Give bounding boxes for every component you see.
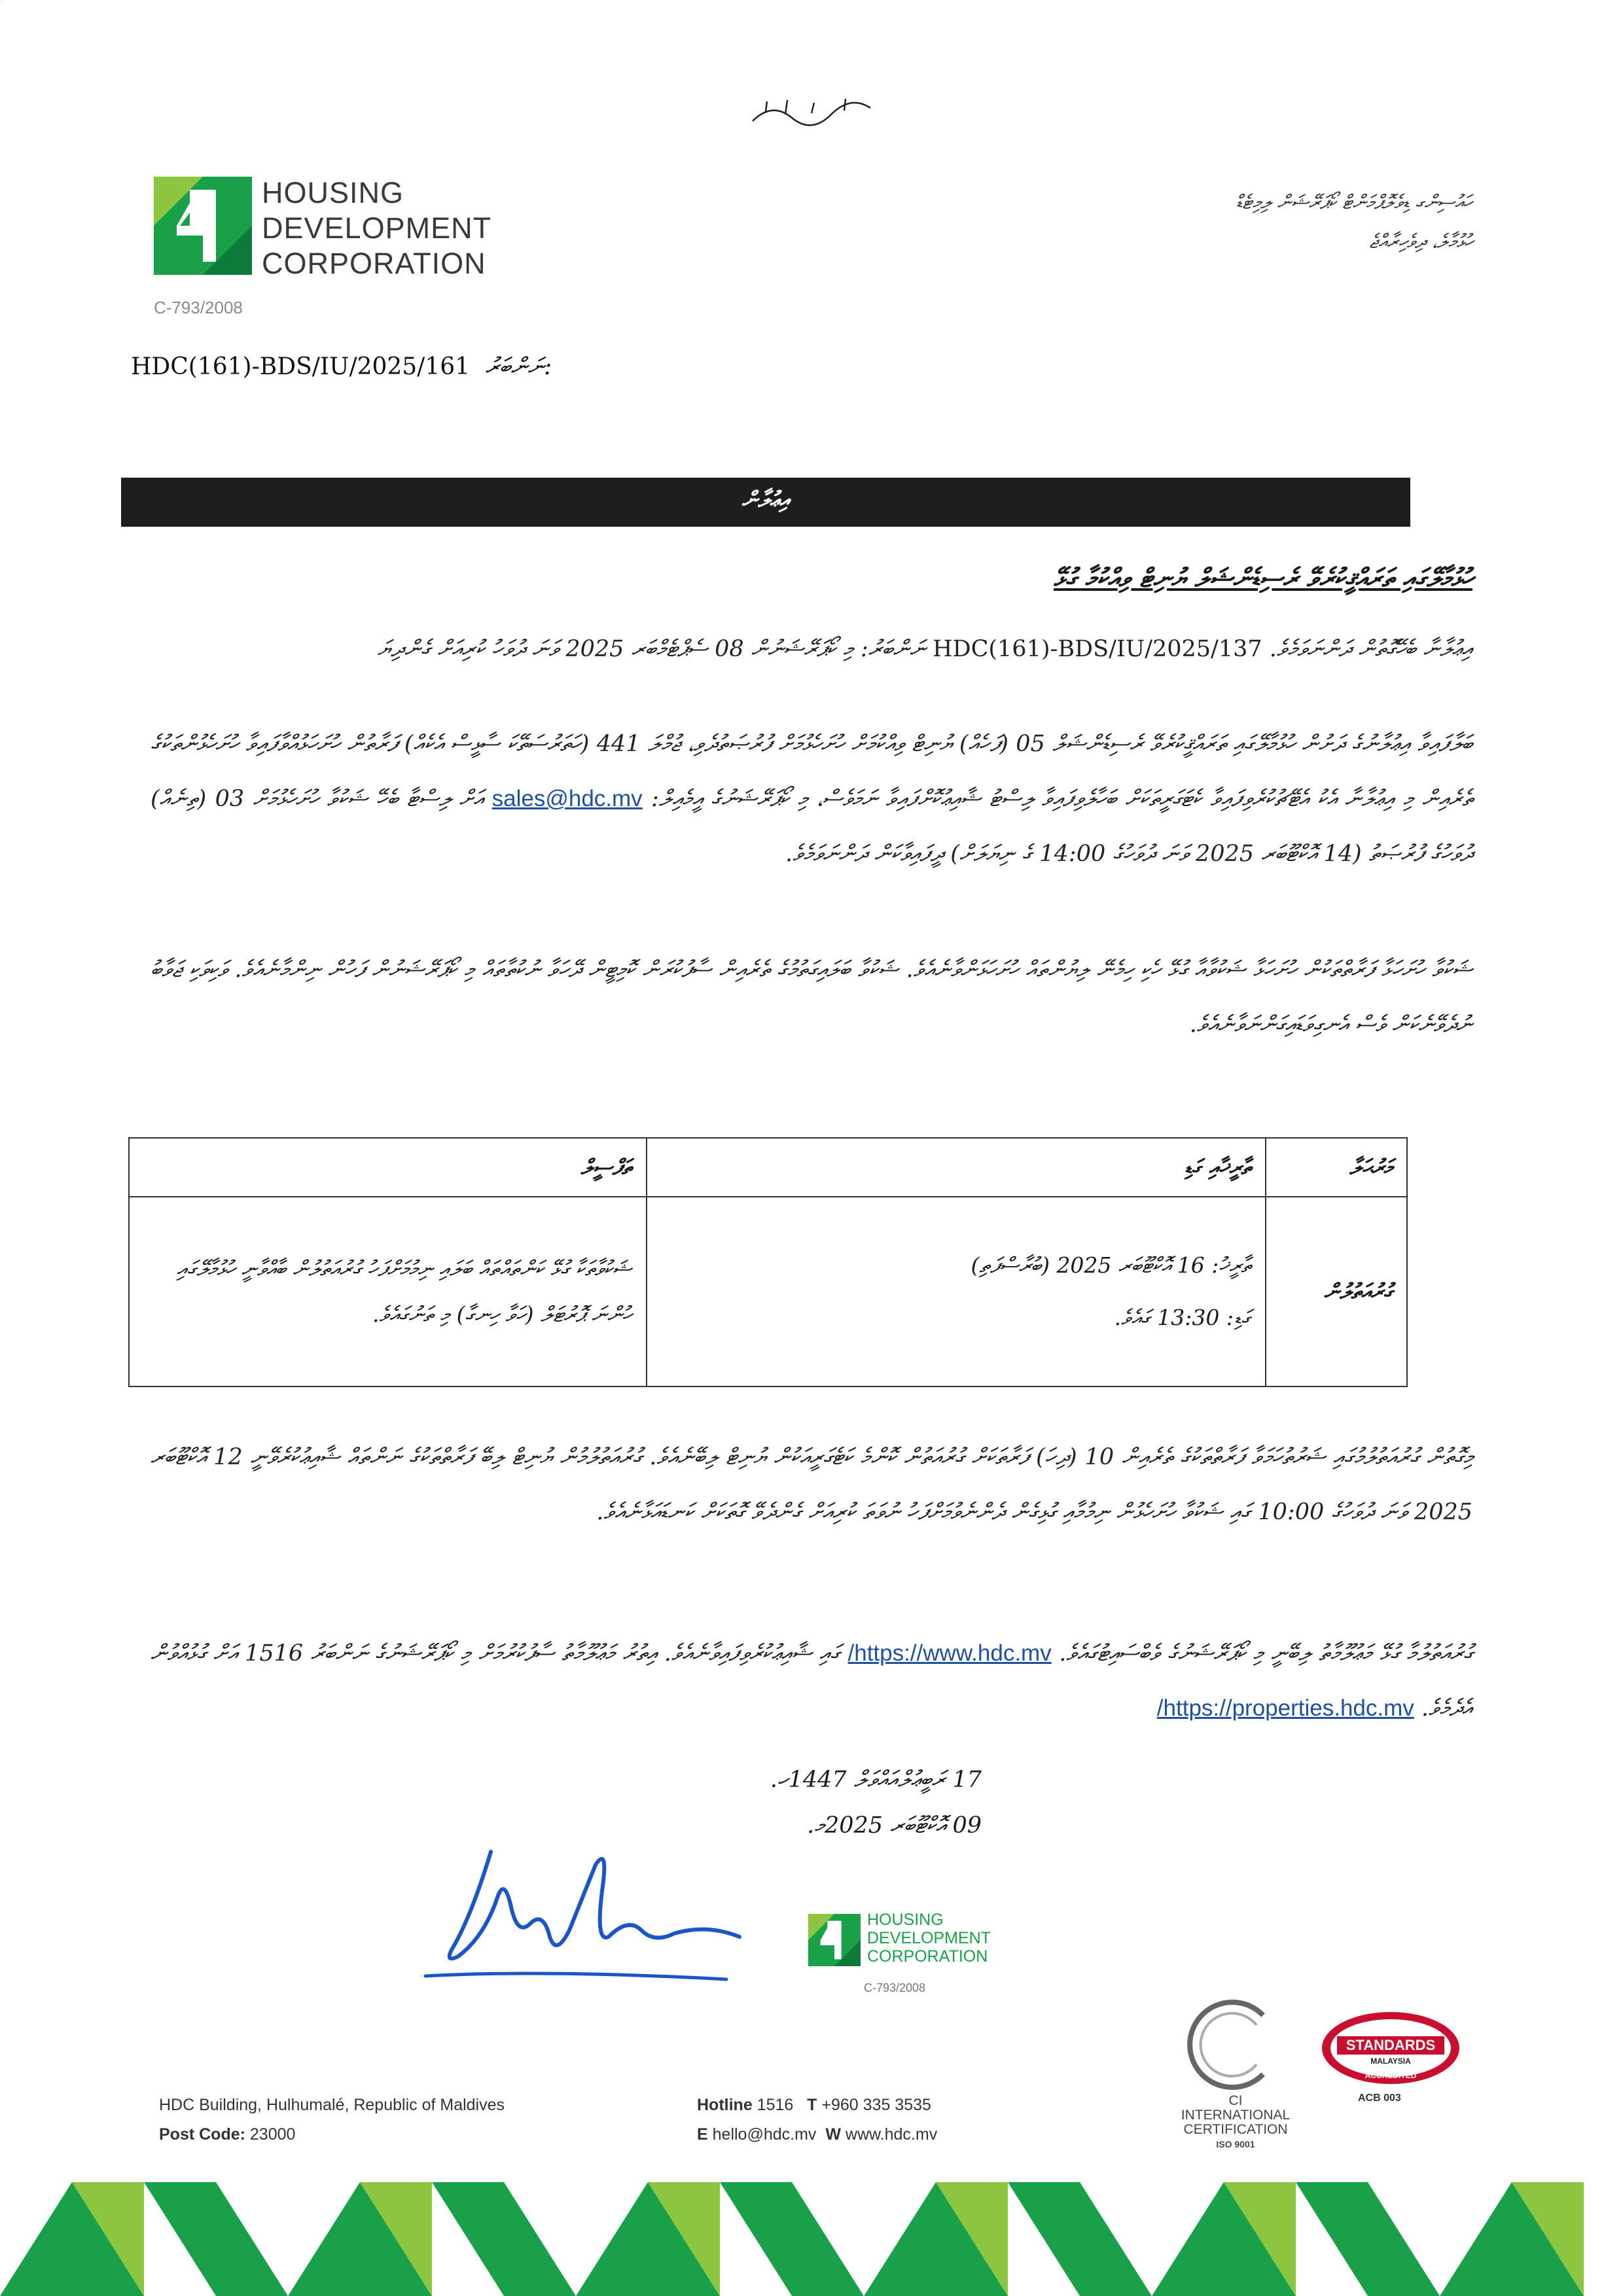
stage-cell: ގުރުއަތުލުން [1266,1197,1407,1386]
hdc-logo-icon [154,177,252,275]
reference-number: HDC(161)-BDS/IU/2025/161 ނަންބަރު: [131,353,552,380]
stamp-text: HOUSING DEVELOPMENT CORPORATION [867,1911,991,1966]
paragraph-4: މިގޮތުން ގުރުއަތުލުމުގައި ޝަރުތުހަމަވާ ފަރާތްތަކުގެ ތެރެއިން 10 (ދިހަ) ފަރާތަކަށް ގުރުއަތުން ކޮންމެ ކަޓެގަރީއަކުން ޔުނިޓް ލިބޭނެއެވެ. ގުރުއަތުލުމުން ޔުނިޓް ލިބޭ ފަރާތްތަކުގެ ނަންތައް ޝާއިޢުކުރެވޭނީ 12 އޮކްޓޫބަރ 2025 ވަނަ ދުވަހުގެ 10:00 ގައި ޝަކުވާ ހުށަހެޅުން ނިމުމާއި ގުޅިގެން ދެންނެވުމަށްފަހު ނުވަތަ ކުރިއަށް ގެންދެވޭ ގޮތަކަށް ކަނޑައަޅާނެއެވެ. [151,1444,1472,1525]
sales-email-link[interactable]: sales@hdc.mv [491,786,643,811]
organization-name: HOUSING DEVELOPMENT CORPORATION [262,176,492,280]
letter-dates: 17 ރަބީޢުލްއައްވަލް 1447ހ. 09 އޮކްޓޫބަރ 2025މ. [770,1767,982,1839]
ci-certification-text: CI INTERNATIONAL CERTIFICATION ISO 9001 [1181,2093,1291,2149]
paragraph-1: އިޢުލާނާ ބެހޭގޮތުން ދަންނަވަމެވެ. HDC(161)-BDS/IU/2025/137 ނަންބަރު: މި ކޯޕަރޭޝަނުން 08 ސެޕްޓެމްބަރ 2025 ވަނަ ދުވަހު ކުރިއަށް ގެންދިޔަ [377,636,1472,662]
ci-certification-icon [1178,1996,1289,2094]
schedule-table [128,1137,1408,1387]
std-top-text: STANDARDS [1346,2037,1436,2053]
std-mid-text: MALAYSIA [1370,2057,1411,2066]
footer-address: HDC Building, Hulhumalé, Republic of Maldives Post Code: 23000 [159,2096,505,2144]
registration-number: C-793/2008 [154,298,243,317]
header-date-time: ތާރީޚާއި ގަޑި [647,1138,1266,1197]
hdc-website-link[interactable]: https://www.hdc.mv/ [847,1640,1052,1666]
footer-contact: Hotline 1516 T +960 335 3535 E hello@hdc.mv W www.hdc.mv [697,2096,938,2144]
bismillah-text: مِ [0,0,1,1]
standards-malaysia-icon [1319,2009,1463,2087]
stamp-registration: C-793/2008 [864,1981,926,1994]
paragraph-5: ގުރުއަތުލުމާ ގުޅޭ މަޢުލޫމާތު ލިބޭނީ މި ކޯޕަރޭޝަނުގެ ވެބްސައިޓުގައެވެ. https://www.hdc.mv/ ގައި ޝާއިޢުކުރެވިފައިވާނެއެވެ. އިތުރު މަޢުލޫމާތު ސާފުކުރުމަށް މި ކޯޕަރޭޝަނުގެ ނަންބަރު 1516 އަށް ގުޅުއްވުން އެދެމެވެ. https://properties.hdc.mv/ [151,1640,1472,1722]
header-details: ތަފްސީލް [129,1138,647,1197]
date-time-cell: ތާރީޚު: 16 އޮކްޓޫބަރ 2025 (ބުރާސްފަތި) ގަޑި: 13:30 ގައެވެ. [647,1197,1266,1386]
hdc-stamp-logo-icon [808,1914,861,1966]
banner-title: އިޢުލާން [741,487,790,513]
paragraph-3: ޝަކުވާ ހުށަހަޅާ ފަރާތްތަކުން ހުށަހަޅާ ޝަކުވާއާ ގުޅޭ ހެކި ހިމެނޭ ލިޔުންތައް ހުށަހަޅަންވާނެއެވެ. ޝަކުވާ ބަލައިގަތުމުގެ ތެރެއިން ސާފުކުރަން ކޮމިޓީން ދޭހަވާ ނުކުތާތައް މި ކޯޕަރޭޝަނުން ފަހުން ނިންމާނެއެވެ. ވަކިވަކި ޖަވާބު ނުދެވޭނެކަން ވެސް އެނގިވަޑައިގަންނަވާނެއެވެ. [151,957,1472,1038]
properties-website-link[interactable]: https://properties.hdc.mv/ [1156,1695,1414,1721]
subject-line: ހުޅުމާލޭގައި ތަރައްޤީކުރެވޭ ރެސިޑެންޝަލް ޔުނިޓް ވިއްކުމާ ގުޅޭ [1054,563,1472,593]
header-stage: މަރުޙަލާ [1266,1138,1407,1197]
std-code: ACB 003 [1358,2093,1401,2104]
std-bottom-text: ACCREDITED [1364,2071,1417,2080]
table-row [129,1197,1407,1386]
ministry-address: ހައުސިންގ ޑިވެލޮޕްމަންޓް ކޯޕަރޭޝަން ލިމިޓެޑް ހުޅުމާލެ، ދިވެހިރާއްޖެ [1236,191,1472,253]
footer-triangle-pattern [0,2163,1623,2296]
signature-icon [412,1839,753,2002]
bismillah-calligraphy [746,88,877,134]
announcement-banner [121,478,1410,527]
details-cell: ޝަކުވާތަކާ ގުޅޭ ކަންތައްތައް ބަލައި ނިމުމަށްފަހު ގުރުއަތުލުން ބާއްވާނީ ހުޅުމާލޭގައި ހުންނަ ޕޮރުޓަލް (ހަވާ ހިނގާ) މި ތަނުގައެވެ. [129,1197,647,1386]
paragraph-2: ބަލާފައިވާ އިޢުލާނުގެ ދަށުން ހުޅުމާލޭގައި ތަރައްޤީކުރެވޭ ރެސިޑެންޝަލް 05 (ފަހެއް) ޔުނިޓް ވިއްކުމަށް ހުށަހެޅުމަށް ފުރުޞަތުދެވި، ޖުމްލަ 441 (ހަތަރުސަތޭކަ ސާޅީސް އެކެއް) ފަރާތުން ހުށަހަޅުއްވާފައިވާ ހުށަހެޅުންތަކުގެ ތެރެއިން މި އިޢުލާނާ އެކު އެޓޭޗުކުރެވިފައިވާ ކެޓަގަރީތަކަށް ބަހާލެވިފައިވާ ލިސްޓު ޝާއިޢުކޮށްފައިވާ ނަމަވެސް، މި ކޯޕަރޭޝަނުގެ އީމެއިލް: sales@hdc.mv އަށް ލިސްޓާ ބެހޭ ޝަކުވާ ހުށަހެޅުމަށް 03 (ތިނެއް) ދުވަހުގެ ފުރުޞަތު (14 އޮކްޓޫބަރ 2025 ވަނަ ދުވަހުގެ 14:00 ގެ ނިޔަލަށް) ދީފައިވާކަން ދަންނަވަމެވެ. [151,731,1472,867]
table-header-row [129,1138,1407,1197]
